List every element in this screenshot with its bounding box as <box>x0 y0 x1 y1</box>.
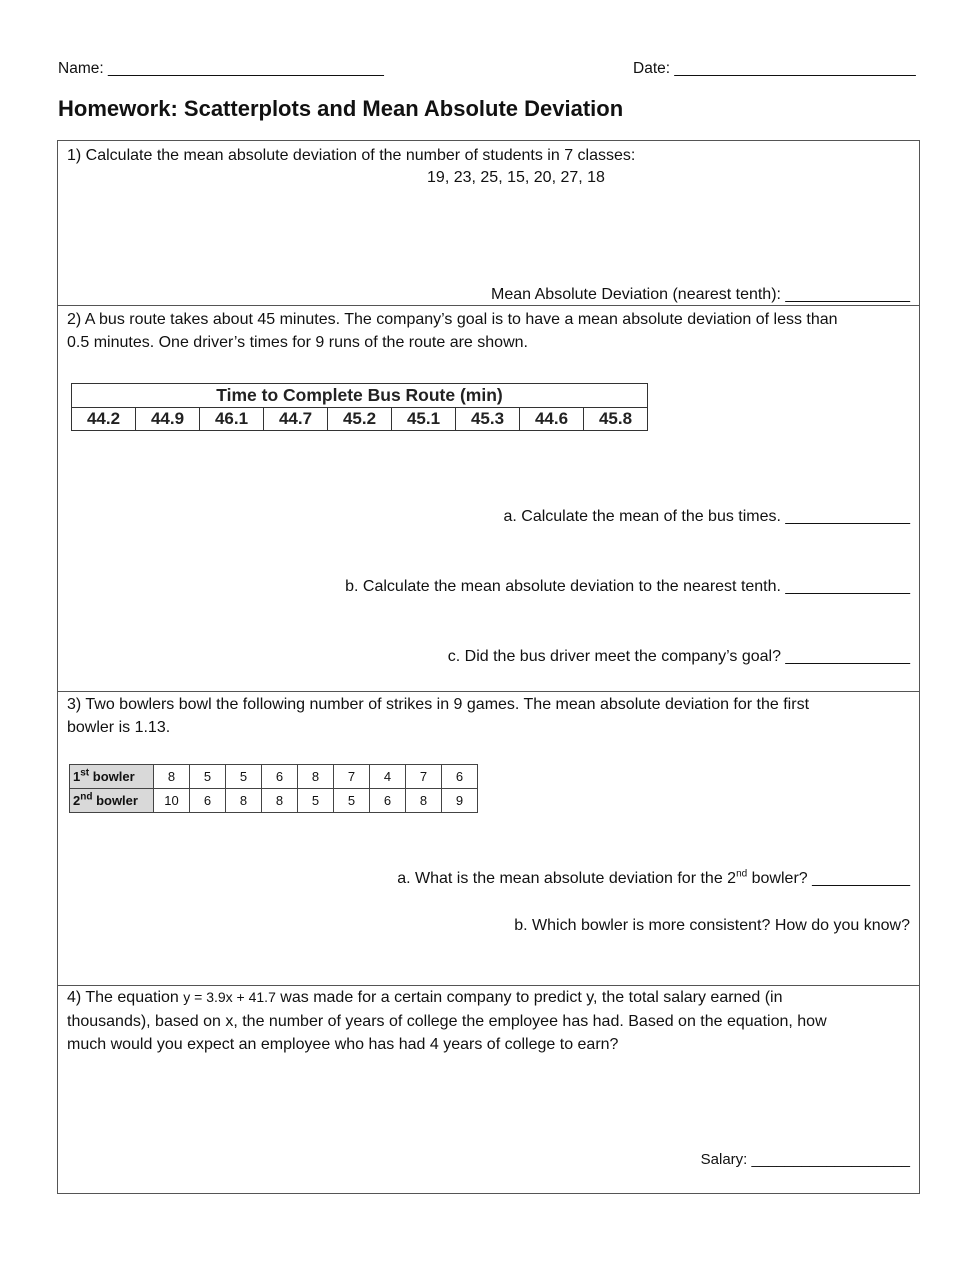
question-3b: b. Which bowler is more consistent? How do you know? <box>514 917 910 934</box>
question-3-line-1: 3) Two bowlers bowl the following number of strikes in 9 games. The mean absolute deviation for the first <box>67 696 810 713</box>
bowler-strikes-table <box>69 764 478 813</box>
question-2c: c. Did the bus driver meet the company’s goal? ______________ <box>447 648 910 665</box>
equation: y = 3.9x + 41.7 <box>183 989 276 1005</box>
bowler-2-label: 2nd bowler <box>70 789 154 813</box>
question-3-line-2: bowler is 1.13. <box>67 719 171 736</box>
bowler-2-score: 9 <box>442 789 478 813</box>
bus-time-cell: 44.2 <box>72 408 136 431</box>
bus-times-row <box>72 408 648 431</box>
bus-time-cell: 44.6 <box>520 408 584 431</box>
bowler-1-score: 4 <box>370 765 406 789</box>
bowler-2-score: 5 <box>334 789 370 813</box>
bus-time-cell: 45.1 <box>392 408 456 431</box>
question-3a: a. What is the mean absolute deviation for the 2nd bowler? ___________ <box>397 868 910 887</box>
bus-time-cell: 44.7 <box>264 408 328 431</box>
bowler-2-score: 6 <box>370 789 406 813</box>
question-1-answer-line: Mean Absolute Deviation (nearest tenth): ______________ <box>491 286 910 303</box>
bowler-2-score: 8 <box>226 789 262 813</box>
bowler-1-score: 7 <box>334 765 370 789</box>
bus-time-cell: 46.1 <box>200 408 264 431</box>
bowler-2-score: 6 <box>190 789 226 813</box>
bowler-1-score: 6 <box>262 765 298 789</box>
question-1-prompt: 1) Calculate the mean absolute deviation of the number of students in 7 classes: <box>67 147 636 164</box>
bowler-2-score: 8 <box>406 789 442 813</box>
question-2b: b. Calculate the mean absolute deviation to the nearest tenth. ______________ <box>345 578 910 595</box>
question-2-line-2: 0.5 minutes. One driver’s times for 9 runs of the route are shown. <box>67 334 528 351</box>
question-2-line-1: 2) A bus route takes about 45 minutes. The company’s goal is to have a mean absolute deviation of less than <box>67 311 838 328</box>
question-3-box <box>57 691 920 985</box>
bowler-1-row <box>70 765 478 789</box>
bus-time-cell: 44.9 <box>136 408 200 431</box>
bowler-1-score: 8 <box>298 765 334 789</box>
question-2a: a. Calculate the mean of the bus times. ______________ <box>503 508 910 525</box>
question-2-box <box>57 305 920 691</box>
bowler-1-score: 7 <box>406 765 442 789</box>
bowler-2-score: 5 <box>298 789 334 813</box>
bowler-2-score: 10 <box>154 789 190 813</box>
bowler-2-row <box>70 789 478 813</box>
bowler-1-label: 1st bowler <box>70 765 154 789</box>
bus-table-title: Time to Complete Bus Route (min) <box>72 384 648 408</box>
question-4-line-3: much would you expect an employee who has had 4 years of college to earn? <box>67 1036 619 1053</box>
date-field-label: Date: ____________________________ <box>633 60 916 77</box>
bowler-1-score: 5 <box>190 765 226 789</box>
bus-times-table <box>71 383 648 431</box>
page-title: Homework: Scatterplots and Mean Absolute Deviation <box>58 96 624 121</box>
bowler-1-score: 8 <box>154 765 190 789</box>
bowler-1-score: 6 <box>442 765 478 789</box>
question-4-line-2: thousands), based on x, the number of years of college the employee has had. Based on the equation, how <box>67 1013 827 1030</box>
question-4-box <box>57 985 920 1194</box>
bus-time-cell: 45.8 <box>584 408 648 431</box>
question-4-answer-line: Salary: ___________________ <box>700 1151 910 1168</box>
question-1-data: 19, 23, 25, 15, 20, 27, 18 <box>427 169 605 186</box>
bus-time-cell: 45.2 <box>328 408 392 431</box>
bowler-2-score: 8 <box>262 789 298 813</box>
name-field-label: Name: ________________________________ <box>58 60 384 77</box>
question-4-line-1: 4) The equation y = 3.9x + 41.7 was made for a certain company to predict y, the total salary earned (in <box>67 989 783 1006</box>
bus-time-cell: 45.3 <box>456 408 520 431</box>
bowler-1-score: 5 <box>226 765 262 789</box>
question-1-box <box>57 140 920 305</box>
